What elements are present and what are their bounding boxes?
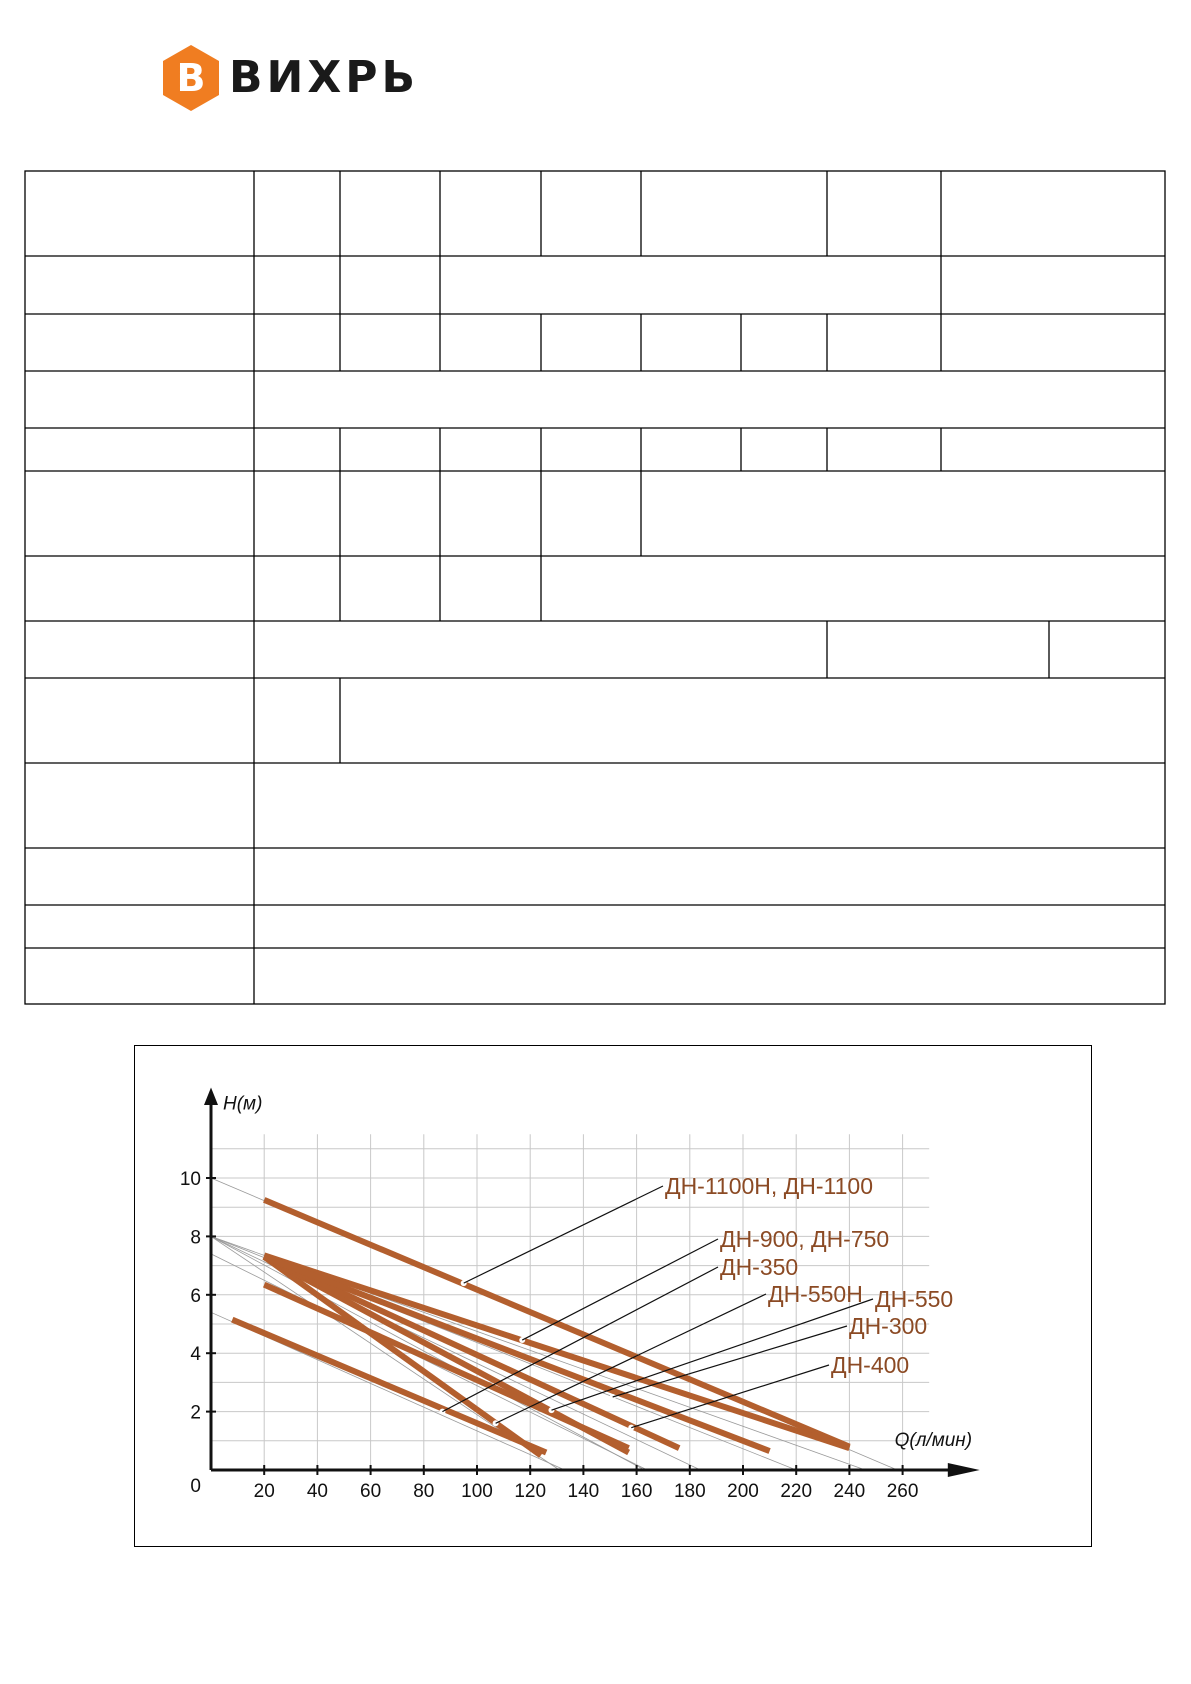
y-tick-label: 8 <box>190 1227 201 1249</box>
logo-letter: В <box>176 56 206 100</box>
x-tick-label: 260 <box>886 1481 919 1502</box>
x-tick-label: 200 <box>727 1481 759 1502</box>
chart-canvas <box>135 1046 1093 1548</box>
x-tick-label: 240 <box>833 1481 866 1502</box>
x-tick-label: 40 <box>306 1481 328 1502</box>
y-tick-label: 4 <box>190 1344 201 1366</box>
x-tick-label: 60 <box>360 1481 382 1502</box>
leader-line <box>464 1186 663 1283</box>
pump-performance-chart <box>134 1045 1092 1547</box>
series-label: ДН-1100Н, ДН-1100 <box>665 1173 873 1199</box>
leader-line <box>631 1365 829 1428</box>
series-label: ДН-550Н <box>768 1281 863 1307</box>
x-tick-label: 120 <box>514 1481 547 1502</box>
y-axis-arrow <box>204 1087 218 1105</box>
series-label: ДН-400 <box>831 1352 910 1378</box>
series-line-дн-350 <box>264 1257 541 1456</box>
series-label: ДН-550 <box>875 1286 954 1312</box>
x-tick-label: 20 <box>253 1481 275 1502</box>
y-tick-label: 10 <box>179 1169 201 1190</box>
spec-table-border <box>25 171 1165 1004</box>
x-axis-title: Q(л/мин) <box>894 1430 973 1451</box>
x-tick-label: 220 <box>780 1481 813 1502</box>
x-tick-label: 160 <box>620 1481 653 1502</box>
series-line-дн-300 <box>264 1257 769 1451</box>
x-tick-label: 140 <box>567 1481 600 1502</box>
x-tick-label: 180 <box>673 1481 706 1502</box>
series-marker <box>548 1407 554 1413</box>
series-marker <box>493 1420 499 1426</box>
x-tick-label: 80 <box>413 1481 435 1502</box>
series-marker <box>519 1337 525 1343</box>
y-tick-label: 6 <box>190 1285 201 1307</box>
y-tick-label: 2 <box>190 1402 201 1424</box>
leader-line <box>522 1239 718 1340</box>
series-label: ДН-900, ДН-750 <box>720 1226 890 1252</box>
y-axis-title: H(м) <box>223 1093 263 1115</box>
origin-label: 0 <box>190 1476 201 1497</box>
series-label: ДН-300 <box>849 1313 928 1339</box>
series-label: ДН-350 <box>720 1254 799 1280</box>
leader-line <box>551 1299 873 1410</box>
x-tick-label: 100 <box>461 1481 493 1502</box>
x-axis-arrow <box>948 1463 980 1477</box>
brand-name: ВИХРЬ <box>229 52 420 103</box>
